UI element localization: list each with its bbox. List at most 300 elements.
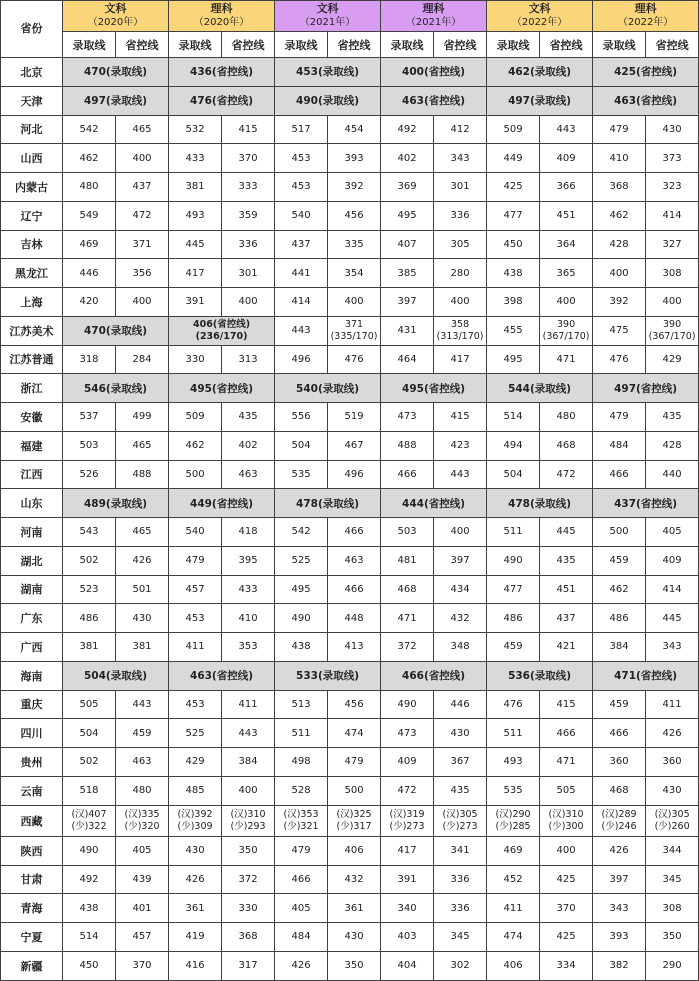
score-cell: 403 xyxy=(381,923,434,952)
score-cell: 468 xyxy=(593,776,646,805)
merged-score-cell: 497(录取线) xyxy=(63,86,169,115)
score-cell: 448 xyxy=(328,604,381,633)
score-cell: 485 xyxy=(169,776,222,805)
merged-score-cell: 470(录取线) xyxy=(63,316,169,345)
score-cell xyxy=(169,805,222,836)
score-cell: 410 xyxy=(222,604,275,633)
sub-header-admission: 录取线 xyxy=(275,32,328,58)
merged-score-cell: 466(省控线) xyxy=(381,661,487,690)
score-cell: 343 xyxy=(646,633,699,662)
score-cell: 451 xyxy=(540,201,593,230)
score-cell: 405 xyxy=(116,836,169,865)
table-row xyxy=(1,894,699,923)
table-row xyxy=(1,316,699,345)
score-cell: 518 xyxy=(63,776,116,805)
score-cell: 503 xyxy=(63,431,116,460)
score-cell: 432 xyxy=(434,604,487,633)
score-cell: 490 xyxy=(487,546,540,575)
score-cell: 439 xyxy=(116,865,169,894)
score-cell: 445 xyxy=(540,518,593,547)
province-cell: 浙江 xyxy=(1,374,63,403)
score-cell: 498 xyxy=(275,748,328,777)
score-cell: 471 xyxy=(540,748,593,777)
score-cell: 428 xyxy=(646,431,699,460)
province-cell: 贵州 xyxy=(1,748,63,777)
score-cell: 405 xyxy=(646,518,699,547)
score-cell: 473 xyxy=(381,403,434,432)
score-cell: 467 xyxy=(328,431,381,460)
score-line-secondary: (少)293 xyxy=(230,820,266,832)
score-cell: 479 xyxy=(593,403,646,432)
score-cell: 426 xyxy=(593,836,646,865)
score-cell: 479 xyxy=(275,836,328,865)
score-cell: 400 xyxy=(222,288,275,317)
score-line-secondary: (367/170) xyxy=(648,330,696,342)
province-cell: 云南 xyxy=(1,776,63,805)
score-cell: 302 xyxy=(434,951,487,980)
score-cell: 528 xyxy=(275,776,328,805)
group-year: （2022年） xyxy=(511,17,568,28)
score-cell: 409 xyxy=(540,144,593,173)
score-cell: 500 xyxy=(169,460,222,489)
score-cell: 511 xyxy=(487,518,540,547)
score-line: (汉)310 xyxy=(230,808,266,820)
score-cell: 365 xyxy=(540,259,593,288)
score-cell: 400 xyxy=(222,776,275,805)
sub-header-control: 省控线 xyxy=(540,32,593,58)
score-cell: 350 xyxy=(646,923,699,952)
province-cell: 新疆 xyxy=(1,951,63,980)
merged-score-cell: 436(省控线) xyxy=(169,58,275,87)
score-cell: 412 xyxy=(434,115,487,144)
table-row xyxy=(1,230,699,259)
score-cell: 341 xyxy=(434,836,487,865)
province-cell: 海南 xyxy=(1,661,63,690)
score-cell: 406 xyxy=(487,951,540,980)
score-line: (汉)310 xyxy=(548,808,584,820)
score-cell: 466 xyxy=(593,719,646,748)
merged-score-cell: 478(录取线) xyxy=(275,489,381,518)
score-cell: 308 xyxy=(646,894,699,923)
score-cell: 472 xyxy=(540,460,593,489)
score-cell: 410 xyxy=(593,144,646,173)
province-cell: 西藏 xyxy=(1,805,63,836)
score-cell: 511 xyxy=(275,719,328,748)
score-line: 390 xyxy=(663,318,682,330)
province-cell: 江苏普通 xyxy=(1,345,63,374)
score-cell: 411 xyxy=(646,690,699,719)
score-cell: 318 xyxy=(63,345,116,374)
score-cell: 308 xyxy=(646,259,699,288)
score-cell: 421 xyxy=(540,633,593,662)
score-cell: 391 xyxy=(381,865,434,894)
score-cell: 430 xyxy=(169,836,222,865)
score-cell: 474 xyxy=(328,719,381,748)
score-cell: 336 xyxy=(434,894,487,923)
score-cell: 449 xyxy=(487,144,540,173)
score-cell: 432 xyxy=(328,865,381,894)
score-cell: 465 xyxy=(116,115,169,144)
score-cell: 353 xyxy=(222,633,275,662)
score-cell: 350 xyxy=(328,951,381,980)
score-cell: 466 xyxy=(328,575,381,604)
score-cell: 525 xyxy=(275,546,328,575)
merged-score-cell: 489(录取线) xyxy=(63,489,169,518)
score-cell: 372 xyxy=(381,633,434,662)
group-name: 理科 xyxy=(422,2,445,15)
score-cell: 385 xyxy=(381,259,434,288)
score-cell: 499 xyxy=(116,403,169,432)
score-cell: 462 xyxy=(593,201,646,230)
score-line: (汉)335 xyxy=(124,808,160,820)
province-cell: 重庆 xyxy=(1,690,63,719)
table-row xyxy=(1,173,699,202)
province-cell: 福建 xyxy=(1,431,63,460)
score-cell: 430 xyxy=(116,604,169,633)
score-cell: 425 xyxy=(540,865,593,894)
score-cell: 492 xyxy=(63,865,116,894)
merged-score-cell: 544(录取线) xyxy=(487,374,593,403)
score-cell: 397 xyxy=(381,288,434,317)
score-cell: 477 xyxy=(487,575,540,604)
score-line-secondary: (少)246 xyxy=(601,820,637,832)
score-cell: 476 xyxy=(593,345,646,374)
score-cell: 333 xyxy=(222,173,275,202)
score-cell: 479 xyxy=(169,546,222,575)
score-cell: 419 xyxy=(169,923,222,952)
score-cell xyxy=(646,805,699,836)
score-cell: 430 xyxy=(328,923,381,952)
province-cell: 青海 xyxy=(1,894,63,923)
score-cell: 496 xyxy=(328,460,381,489)
score-cell: 371 xyxy=(116,230,169,259)
score-cell: 457 xyxy=(116,923,169,952)
table-row xyxy=(1,865,699,894)
score-cell: 301 xyxy=(434,173,487,202)
score-cell: 402 xyxy=(381,144,434,173)
score-cell: 280 xyxy=(434,259,487,288)
score-cell: 430 xyxy=(646,776,699,805)
score-cell: 400 xyxy=(116,144,169,173)
score-cell: 407 xyxy=(381,230,434,259)
score-cell: 462 xyxy=(63,144,116,173)
score-cell: 437 xyxy=(540,604,593,633)
score-cell: 381 xyxy=(63,633,116,662)
score-cell: 435 xyxy=(540,546,593,575)
score-line-secondary: (少)320 xyxy=(124,820,160,832)
score-cell: 535 xyxy=(487,776,540,805)
score-cell: 426 xyxy=(275,951,328,980)
score-cell: 556 xyxy=(275,403,328,432)
score-cell: 400 xyxy=(328,288,381,317)
score-cell: 469 xyxy=(63,230,116,259)
score-cell: 480 xyxy=(116,776,169,805)
sub-header-control: 省控线 xyxy=(222,32,275,58)
score-cell: 425 xyxy=(540,923,593,952)
score-cell: 426 xyxy=(169,865,222,894)
score-cell: 480 xyxy=(540,403,593,432)
score-cell: 391 xyxy=(169,288,222,317)
province-cell: 陕西 xyxy=(1,836,63,865)
score-cell: 504 xyxy=(275,431,328,460)
score-cell: 455 xyxy=(487,316,540,345)
score-cell: 501 xyxy=(116,575,169,604)
score-cell: 367 xyxy=(434,748,487,777)
province-cell: 山西 xyxy=(1,144,63,173)
score-cell xyxy=(434,805,487,836)
score-cell: 343 xyxy=(593,894,646,923)
score-cell: 428 xyxy=(593,230,646,259)
table-row xyxy=(1,403,699,432)
table-row xyxy=(1,951,699,980)
score-cell: 535 xyxy=(275,460,328,489)
score-cell: 335 xyxy=(328,230,381,259)
score-cell: 384 xyxy=(593,633,646,662)
score-cell: 466 xyxy=(540,719,593,748)
score-cell: 336 xyxy=(434,201,487,230)
score-cell: 476 xyxy=(328,345,381,374)
score-cell: 494 xyxy=(487,431,540,460)
score-line-secondary: (236/170) xyxy=(195,330,248,342)
score-cell: 361 xyxy=(328,894,381,923)
score-line-secondary: (少)273 xyxy=(442,820,478,832)
merged-score-cell: 463(省控线) xyxy=(169,661,275,690)
score-cell: 290 xyxy=(646,951,699,980)
score-cell: 372 xyxy=(222,865,275,894)
table-header xyxy=(1,1,699,58)
score-cell: 543 xyxy=(63,518,116,547)
score-cell: 463 xyxy=(116,748,169,777)
score-cell: 431 xyxy=(381,316,434,345)
score-cell: 476 xyxy=(487,690,540,719)
score-line-secondary: (少)322 xyxy=(71,820,107,832)
score-cell: 330 xyxy=(222,894,275,923)
merged-score-cell: 453(录取线) xyxy=(275,58,381,87)
score-cell: 463 xyxy=(328,546,381,575)
score-cell: 523 xyxy=(63,575,116,604)
score-cell xyxy=(328,316,381,345)
score-cell: 445 xyxy=(646,604,699,633)
score-cell: 397 xyxy=(434,546,487,575)
score-cell: 468 xyxy=(540,431,593,460)
score-cell: 400 xyxy=(116,288,169,317)
score-cell: 500 xyxy=(328,776,381,805)
score-cell: 495 xyxy=(381,201,434,230)
merged-score-cell: 533(录取线) xyxy=(275,661,381,690)
score-cell: 430 xyxy=(434,719,487,748)
score-cell: 429 xyxy=(169,748,222,777)
score-cell: 462 xyxy=(593,575,646,604)
score-cell: 381 xyxy=(169,173,222,202)
table-row xyxy=(1,489,699,518)
score-cell: 477 xyxy=(487,201,540,230)
score-cell: 464 xyxy=(381,345,434,374)
score-cell: 344 xyxy=(646,836,699,865)
province-cell: 宁夏 xyxy=(1,923,63,952)
table-row xyxy=(1,115,699,144)
score-cell: 459 xyxy=(116,719,169,748)
score-line: (汉)392 xyxy=(177,808,213,820)
score-cell: 493 xyxy=(169,201,222,230)
score-line: (汉)319 xyxy=(389,808,425,820)
province-cell: 山东 xyxy=(1,489,63,518)
score-cell: 336 xyxy=(222,230,275,259)
score-line-secondary: (少)300 xyxy=(548,820,584,832)
score-cell: 495 xyxy=(487,345,540,374)
merged-score-cell: 425(省控线) xyxy=(593,58,699,87)
province-cell: 河北 xyxy=(1,115,63,144)
sub-header-admission: 录取线 xyxy=(487,32,540,58)
score-cell: 514 xyxy=(487,403,540,432)
score-cell: 456 xyxy=(328,201,381,230)
score-cell: 373 xyxy=(646,144,699,173)
table-row xyxy=(1,288,699,317)
group-header xyxy=(381,1,487,32)
table-row xyxy=(1,604,699,633)
sub-header-control: 省控线 xyxy=(646,32,699,58)
group-header xyxy=(169,1,275,32)
score-cell: 490 xyxy=(275,604,328,633)
score-cell: 486 xyxy=(593,604,646,633)
province-cell: 广西 xyxy=(1,633,63,662)
merged-score-cell: 495(省控线) xyxy=(381,374,487,403)
province-cell: 湖南 xyxy=(1,575,63,604)
score-cell: 540 xyxy=(275,201,328,230)
table-row xyxy=(1,546,699,575)
score-cell: 361 xyxy=(169,894,222,923)
table-row xyxy=(1,518,699,547)
score-cell: 453 xyxy=(275,173,328,202)
table-row xyxy=(1,345,699,374)
score-line: (汉)290 xyxy=(495,808,531,820)
score-cell: 479 xyxy=(328,748,381,777)
group-year: （2022年） xyxy=(617,17,674,28)
merged-score-cell: 437(省控线) xyxy=(593,489,699,518)
score-cell: 354 xyxy=(328,259,381,288)
table-row xyxy=(1,431,699,460)
score-cell: 392 xyxy=(593,288,646,317)
score-cell: 453 xyxy=(169,690,222,719)
sub-header-admission: 录取线 xyxy=(63,32,116,58)
header-year-row xyxy=(1,1,699,32)
merged-score-cell: 540(录取线) xyxy=(275,374,381,403)
score-cell: 406 xyxy=(328,836,381,865)
score-cell: 502 xyxy=(63,546,116,575)
score-cell: 453 xyxy=(275,144,328,173)
score-cell: 437 xyxy=(275,230,328,259)
score-cell: 484 xyxy=(275,923,328,952)
score-cell: 466 xyxy=(593,460,646,489)
score-cell: 340 xyxy=(381,894,434,923)
score-cell: 336 xyxy=(434,865,487,894)
score-cell: 525 xyxy=(169,719,222,748)
score-cell: 453 xyxy=(169,604,222,633)
merged-score-cell: 536(录取线) xyxy=(487,661,593,690)
sub-header-control: 省控线 xyxy=(328,32,381,58)
table-row xyxy=(1,748,699,777)
score-cell: 514 xyxy=(63,923,116,952)
score-cell xyxy=(381,805,434,836)
score-cell: 503 xyxy=(381,518,434,547)
score-line: (汉)305 xyxy=(442,808,478,820)
score-cell xyxy=(275,805,328,836)
score-cell: 443 xyxy=(222,719,275,748)
score-cell: 284 xyxy=(116,345,169,374)
score-cell: 466 xyxy=(381,460,434,489)
table-row xyxy=(1,86,699,115)
table-row xyxy=(1,805,699,836)
score-cell: 420 xyxy=(63,288,116,317)
score-cell: 537 xyxy=(63,403,116,432)
score-cell: 452 xyxy=(487,865,540,894)
score-cell: 488 xyxy=(381,431,434,460)
score-cell: 462 xyxy=(169,431,222,460)
table-row xyxy=(1,58,699,87)
merged-score-cell: 478(录取线) xyxy=(487,489,593,518)
score-line-secondary: (313/170) xyxy=(436,330,484,342)
merged-score-cell: 449(省控线) xyxy=(169,489,275,518)
score-cell: 359 xyxy=(222,201,275,230)
score-cell: 400 xyxy=(646,288,699,317)
score-cell: 468 xyxy=(381,575,434,604)
score-cell: 415 xyxy=(540,690,593,719)
score-cell: 454 xyxy=(328,115,381,144)
province-cell: 广东 xyxy=(1,604,63,633)
score-cell: 356 xyxy=(116,259,169,288)
score-cell: 457 xyxy=(169,575,222,604)
score-cell: 392 xyxy=(328,173,381,202)
score-line: (汉)353 xyxy=(283,808,319,820)
score-cell xyxy=(328,805,381,836)
score-cell xyxy=(540,316,593,345)
merged-score-cell: 444(省控线) xyxy=(381,489,487,518)
group-year: （2021年） xyxy=(299,17,356,28)
score-cell: 414 xyxy=(646,575,699,604)
province-cell: 辽宁 xyxy=(1,201,63,230)
score-cell: 425 xyxy=(487,173,540,202)
score-cell: 415 xyxy=(222,115,275,144)
score-line-secondary: (少)321 xyxy=(283,820,319,832)
table-row xyxy=(1,201,699,230)
score-cell xyxy=(116,805,169,836)
sub-header-admission: 录取线 xyxy=(593,32,646,58)
score-cell: 493 xyxy=(487,748,540,777)
score-cell: 472 xyxy=(381,776,434,805)
score-cell: 471 xyxy=(381,604,434,633)
province-cell: 北京 xyxy=(1,58,63,87)
score-cell: 393 xyxy=(328,144,381,173)
score-cell: 505 xyxy=(540,776,593,805)
merged-score-cell: 471(省控线) xyxy=(593,661,699,690)
score-cell: 443 xyxy=(540,115,593,144)
score-cell: 466 xyxy=(275,865,328,894)
merged-score-cell: 497(录取线) xyxy=(487,86,593,115)
score-cell: 484 xyxy=(593,431,646,460)
sub-header-control: 省控线 xyxy=(116,32,169,58)
score-cell: 368 xyxy=(222,923,275,952)
header-sub-row xyxy=(1,32,699,58)
score-cell: 459 xyxy=(593,690,646,719)
score-cell: 438 xyxy=(275,633,328,662)
score-cell: 384 xyxy=(222,748,275,777)
score-cell: 480 xyxy=(63,173,116,202)
merged-score-cell: 490(录取线) xyxy=(275,86,381,115)
score-cell: 400 xyxy=(540,836,593,865)
score-cell: 370 xyxy=(116,951,169,980)
score-line-secondary: (335/170) xyxy=(330,330,378,342)
score-cell: 398 xyxy=(487,288,540,317)
score-cell: 443 xyxy=(275,316,328,345)
